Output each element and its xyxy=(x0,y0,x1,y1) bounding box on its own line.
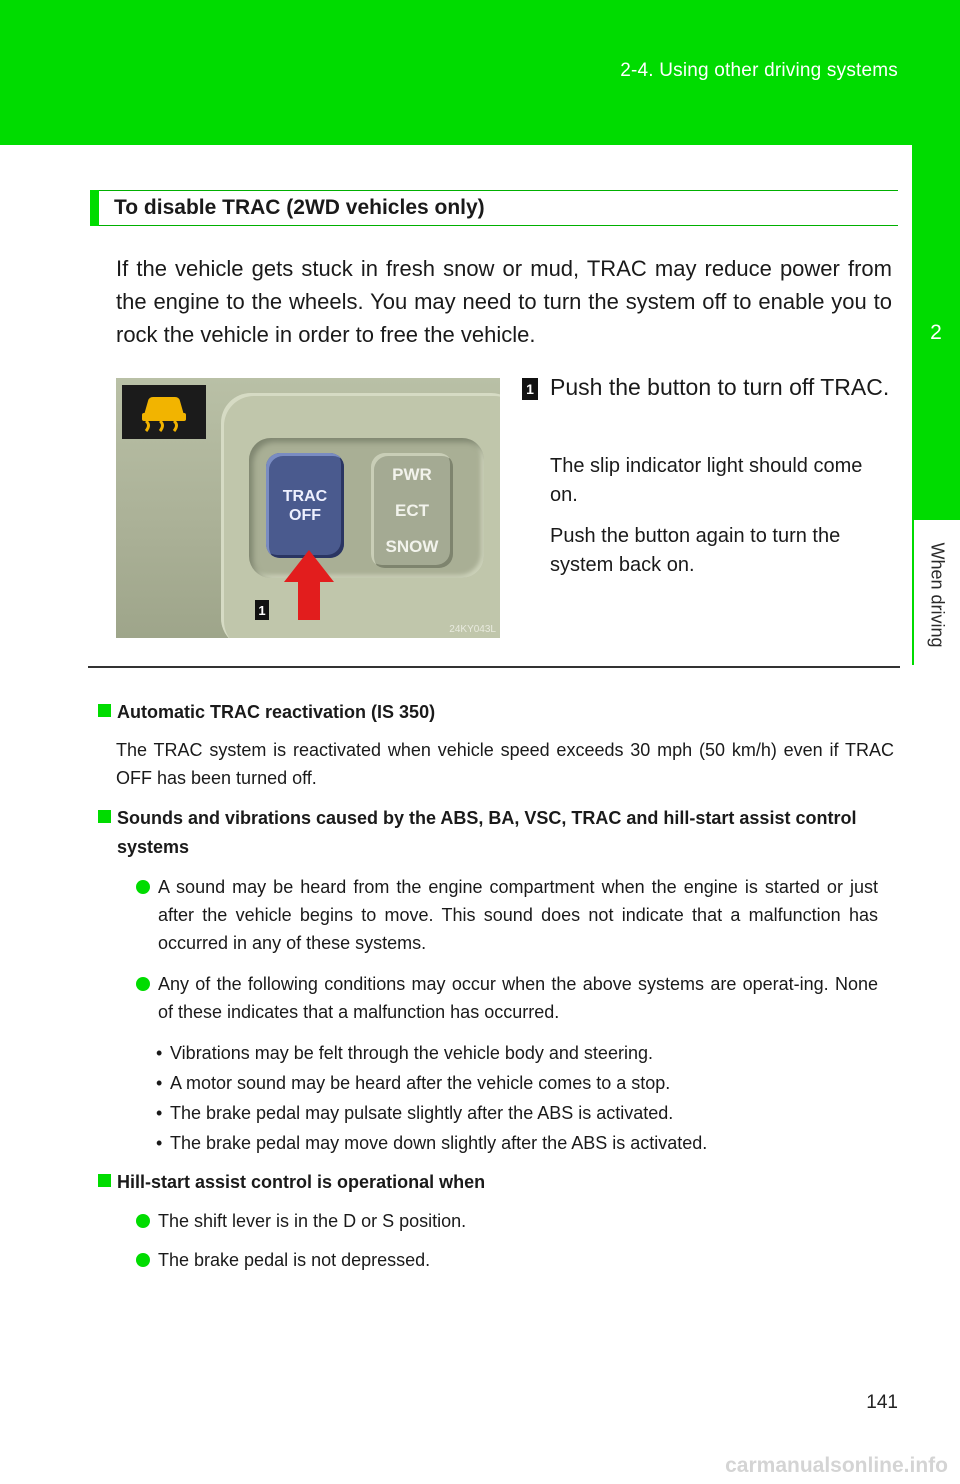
trac-button-label-line2: OFF xyxy=(289,506,321,524)
pwr-label: PWR xyxy=(392,464,432,484)
trac-off-button xyxy=(266,453,344,558)
square-bullet-icon xyxy=(98,704,111,717)
watermark: carmanualsonline.info xyxy=(725,1454,948,1477)
round-bullet-icon xyxy=(136,1214,150,1228)
note-heading xyxy=(98,698,898,727)
round-bullet-icon xyxy=(136,977,150,991)
round-bullet-icon xyxy=(136,880,150,894)
sub-item: • A motor sound may be heard after the vehicle comes to a stop. xyxy=(156,1073,671,1093)
trac-button-label-line1: TRAC xyxy=(282,487,328,505)
step-note-2: Push the button again to turn the system back on. xyxy=(550,525,841,576)
note-heading xyxy=(98,1168,898,1197)
slip-indicator-icon xyxy=(122,385,206,439)
figure-callout: 1 xyxy=(255,600,269,620)
sub-item-text: The brake pedal may move down slightly after the ABS is activated. xyxy=(170,1133,708,1153)
chapter-label-box xyxy=(914,520,960,670)
note-heading-text: Hill-start assist control is operational when xyxy=(117,1172,486,1192)
heading-accent-bar xyxy=(90,190,99,226)
sub-item-text: The brake pedal may pulsate slightly after the ABS is activated. xyxy=(170,1103,674,1123)
sub-item: • Vibrations may be felt through the vehicle body and steering. xyxy=(156,1043,653,1063)
chapter-number: 2 xyxy=(930,320,942,344)
bullet-text: Any of the following conditions may occur when the above systems are operat-ing. None of these indicates that a malfunction has occurred. xyxy=(158,974,878,1022)
round-bullet-icon xyxy=(136,1253,150,1267)
snow-label: SNOW xyxy=(385,536,439,556)
figure-code: 24KY043L xyxy=(449,624,496,635)
trac-switch-photo xyxy=(116,378,500,638)
section-heading-text: To disable TRAC (2WD vehicles only) xyxy=(114,196,485,219)
note-heading-text: Sounds and vibrations caused by the ABS, BA, VSC, TRAC and hill-start assist control systems xyxy=(117,808,857,857)
bullet-text: The shift lever is in the D or S position. xyxy=(158,1211,467,1231)
note-body: The TRAC system is reactivated when vehicle speed exceeds 30 mph (50 km/h) even if TRAC OFF has been turned off. xyxy=(116,740,894,788)
bullet-text: A sound may be heard from the engine compartment when the engine is started or just after the vehicle begins to move. This sound does not indicate that a malfunction has occurred in any of these systems. xyxy=(158,877,878,953)
section-divider xyxy=(88,666,900,668)
square-bullet-icon xyxy=(98,1174,111,1187)
step-marker: 1 xyxy=(522,378,538,400)
sub-item-text: A motor sound may be heard after the vehicle comes to a stop. xyxy=(170,1073,671,1093)
step-note-1: The slip indicator light should come on. xyxy=(550,455,863,506)
bullet-item xyxy=(136,970,878,1026)
intro-paragraph: If the vehicle gets stuck in fresh snow or mud, TRAC may reduce power from the engine to the wheels. You may need to turn the system off to enable you to rock the vehicle in order to free the vehicle. xyxy=(116,256,892,347)
chapter-tab xyxy=(912,145,960,520)
sub-item: • The brake pedal may move down slightly after the ABS is activated. xyxy=(156,1133,708,1153)
page-header xyxy=(0,0,960,145)
red-arrow-icon xyxy=(284,550,334,620)
page-number: 141 xyxy=(866,1392,898,1413)
sub-item-text: Vibrations may be felt through the vehicle body and steering. xyxy=(170,1043,653,1063)
bullet-item xyxy=(136,873,878,957)
bullet-item xyxy=(136,1207,878,1235)
ect-label: ECT xyxy=(394,500,429,520)
note-heading-text: Automatic TRAC reactivation (IS 350) xyxy=(117,702,436,722)
sub-item: • The brake pedal may pulsate slightly after the ABS is activated. xyxy=(156,1103,674,1123)
header-title: 2-4. Using other driving systems xyxy=(620,60,898,81)
chapter-label: When driving xyxy=(927,542,948,648)
square-bullet-icon xyxy=(98,810,111,823)
step-title: Push the button to turn off TRAC. xyxy=(550,374,890,400)
bullet-item xyxy=(136,1246,878,1274)
section-heading xyxy=(90,190,898,226)
pwr-ect-snow-button xyxy=(371,453,453,568)
bullet-text: The brake pedal is not depressed. xyxy=(158,1250,431,1270)
note-heading xyxy=(98,804,909,862)
